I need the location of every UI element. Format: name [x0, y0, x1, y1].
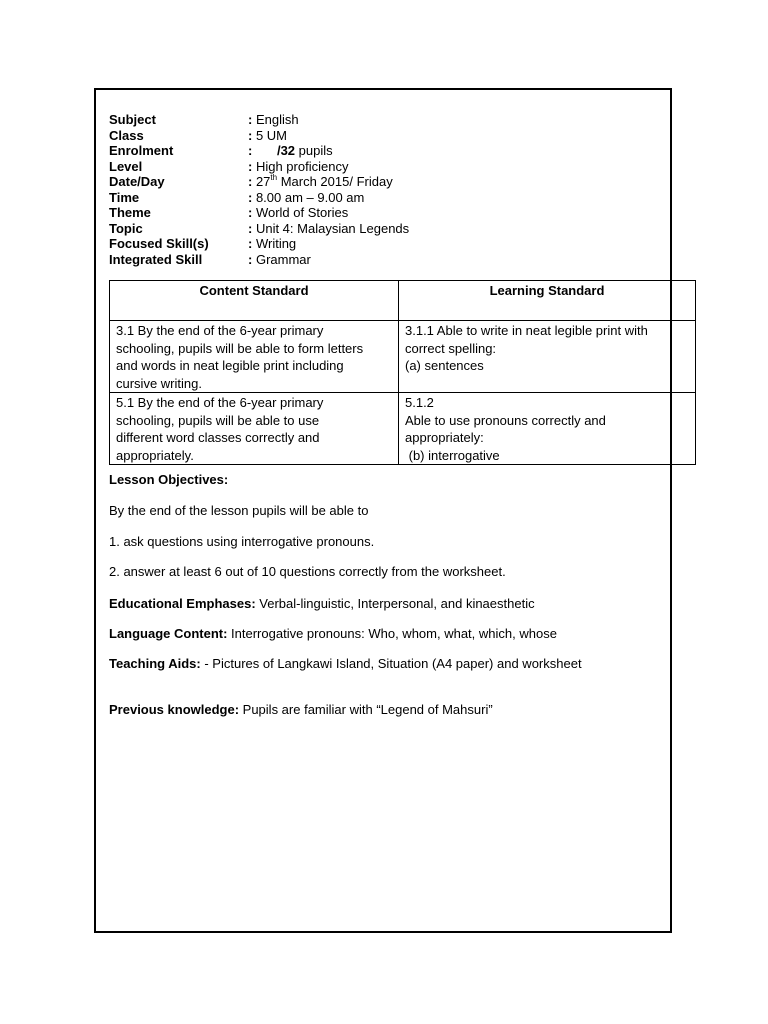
learning-standard-cell: 3.1.1 Able to write in neat legible print with correct spelling: (a) sentences — [399, 321, 696, 393]
teaching-aids: Teaching Aids: - Pictures of Langkawi Island, Situation (A4 paper) and worksheet — [109, 656, 582, 671]
info-label: Theme — [109, 205, 151, 220]
table-row — [110, 393, 696, 465]
previous-knowledge: Previous knowledge: Pupils are familiar with “Legend of Mahsuri” — [109, 702, 493, 717]
info-label: Class — [109, 127, 144, 143]
content-standard-cell: 3.1 By the end of the 6-year primary schooling, pupils will be able to form letters and words in neat legible print including cursive writing. — [110, 321, 399, 393]
table-header-row — [110, 281, 696, 321]
info-value: : Grammar — [248, 251, 311, 267]
info-label: Subject — [109, 112, 156, 127]
learning-standard-cell: 5.1.2 Able to use pronouns correctly and appropriately: (b) interrogative — [399, 393, 696, 465]
objective-item-1: 1. ask questions using interrogative pronouns. — [109, 534, 375, 549]
info-value: : Writing — [248, 236, 297, 251]
content-standard-cell: 5.1 By the end of the 6-year primary schooling, pupils will be able to use different word classes correctly and appropriately. — [110, 393, 399, 465]
info-value: : 8.00 am – 9.00 am — [248, 189, 365, 205]
info-label: Level — [109, 158, 143, 174]
info-label: Time — [109, 189, 140, 205]
info-label: Topic — [109, 220, 143, 236]
info-value: : High proficiency — [248, 158, 349, 174]
info-label: Focused Skill(s) — [109, 236, 209, 251]
info-label: Integrated Skill — [109, 251, 203, 267]
info-value: : World of Stories — [248, 205, 349, 220]
standards-table — [109, 280, 696, 465]
header-learning-standard: Learning Standard — [399, 281, 696, 321]
info-label: Enrolment — [109, 143, 174, 158]
info-value: : English — [248, 112, 299, 127]
lesson-objectives-intro: By the end of the lesson pupils will be able to — [109, 503, 369, 518]
info-value: : 5 UM — [248, 127, 288, 143]
language-content: Language Content: Interrogative pronouns: Who, whom, what, which, whose — [109, 626, 557, 641]
table-row — [110, 321, 696, 393]
lesson-objectives-heading: Lesson Objectives: — [109, 472, 229, 487]
educational-emphases: Educational Emphases: Verbal-linguistic, Interpersonal, and kinaesthetic — [109, 596, 535, 611]
info-value: : /32 pupils — [248, 143, 333, 158]
info-value: : 27th March 2015/ Friday — [248, 172, 393, 189]
header-content-standard: Content Standard — [110, 281, 399, 321]
objective-item-2: 2. answer at least 6 out of 10 questions correctly from the worksheet. — [109, 564, 506, 579]
info-label: Date/Day — [109, 174, 165, 189]
info-value: : Unit 4: Malaysian Legends — [248, 220, 410, 236]
